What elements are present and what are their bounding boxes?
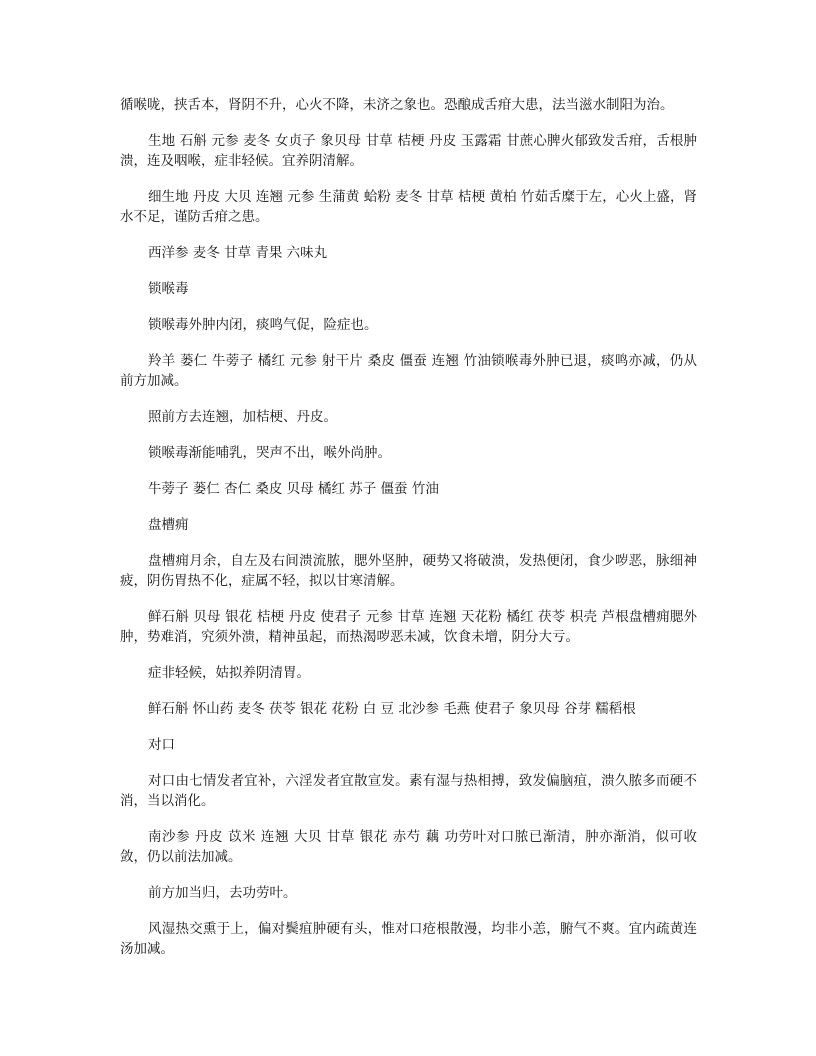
paragraph-10: 牛蒡子 蒌仁 杏仁 桑皮 贝母 橘红 苏子 僵蚕 竹油 — [148, 481, 439, 497]
paragraph-19: 前方加当归，去功劳叶。 — [148, 885, 297, 901]
paragraph-18: 南沙参 丹皮 苡米 连翘 大贝 甘草 银花 赤芍 藕 功劳叶对口脓已渐清，肿亦渐消，似可收敛，仍以前法加减。 — [120, 829, 697, 865]
paragraph-20: 风湿热交熏于上，偏对鬓疽肿硬有头，惟对口疮根散漫，均非小恙，腑气不爽。宜内疏黄连汤加减。 — [120, 921, 697, 957]
section-heading-suohoudu: 锁喉毒 — [148, 281, 189, 297]
paragraph-14: 症非轻候，姑拟养阴清胃。 — [148, 665, 310, 681]
paragraph-4: 西洋参 麦冬 甘草 青果 六味丸 — [148, 245, 328, 261]
paragraph-6: 锁喉毒外肿内闭，痰鸣气促，险症也。 — [148, 317, 378, 333]
paragraph-15: 鲜石斛 怀山药 麦冬 茯苓 银花 花粉 白 豆 北沙参 毛燕 使君子 象贝母 谷芽 糯稻根 — [148, 701, 636, 717]
section-heading-duikou: 对口 — [148, 737, 175, 753]
paragraph-1: 循喉咙，挟舌本，肾阴不升，心火不降，未济之象也。恐酿成舌疳大患，法当滋水制阳为治。 — [120, 97, 674, 113]
document-page — [120, 95, 697, 975]
paragraph-7: 羚羊 蒌仁 牛蒡子 橘红 元参 射干片 桑皮 僵蚕 连翘 竹油锁喉毒外肿已退，痰鸣亦减，仍从前方加减。 — [120, 353, 697, 389]
paragraph-8: 照前方去连翘，加桔梗、丹皮。 — [148, 409, 337, 425]
paragraph-12: 盘槽痈月余，自左及右间溃流脓，腮外坚肿，硬势又将破溃，发热便闭，食少哕恶，脉细神疲，阴伤胃热不化，症属不轻，拟以甘寒清解。 — [120, 553, 697, 589]
paragraph-2: 生地 石斛 元参 麦冬 女贞子 象贝母 甘草 桔梗 丹皮 玉露霜 甘蔗心脾火郁致发舌疳，舌根肿溃，连及咽喉，症非轻候。宜养阴清解。 — [120, 133, 697, 169]
paragraph-9: 锁喉毒渐能哺乳，哭声不出，喉外尚肿。 — [148, 445, 391, 461]
paragraph-17: 对口由七情发者宜补，六淫发者宜散宣发。素有湿与热相搏，致发偏脑疽，溃久脓多而硬不消，当以消化。 — [120, 773, 697, 809]
section-heading-pancaoyong: 盘槽痈 — [148, 517, 189, 533]
paragraph-3: 细生地 丹皮 大贝 连翘 元参 生蒲黄 蛤粉 麦冬 甘草 桔梗 黄柏 竹茹舌糜于左，心火上盛，肾水不足，谨防舌疳之患。 — [120, 189, 697, 225]
paragraph-13: 鲜石斛 贝母 银花 桔梗 丹皮 使君子 元参 甘草 连翘 天花粉 橘红 茯苓 枳壳 芦根盘槽痈腮外肿，势难消，究须外溃，精神虽起，而热渴哕恶未减，饮食未增，阴分大亏。 — [120, 609, 697, 645]
